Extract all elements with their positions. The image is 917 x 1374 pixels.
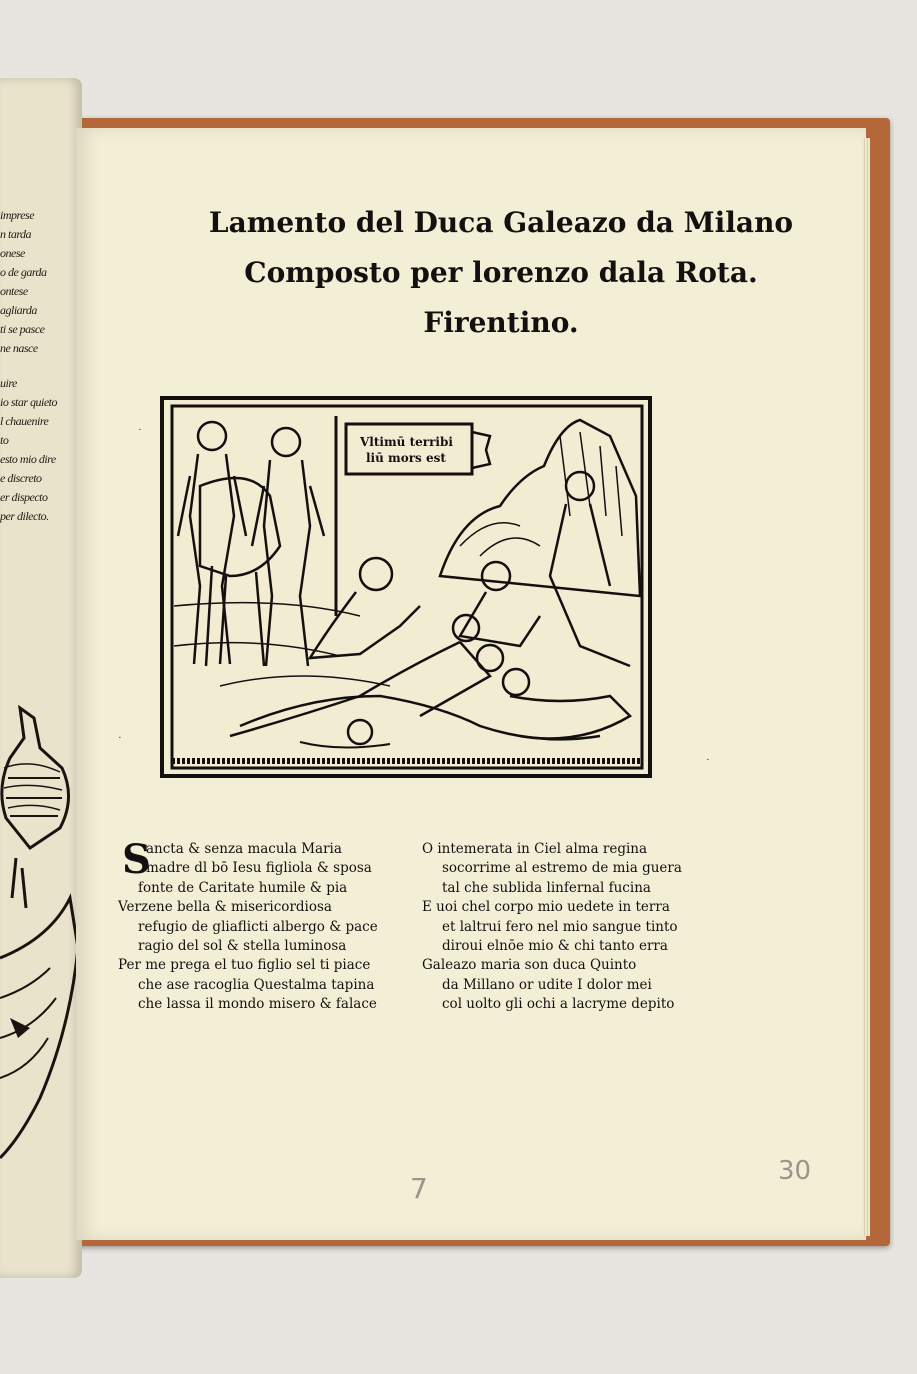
left-line: e discreto — [0, 471, 42, 485]
poem-line: da Millano or udite I dolor mei — [442, 976, 652, 993]
left-line: l chauenire — [0, 414, 49, 428]
poem-line: diroui elnōe mio & chi tanto erra — [442, 938, 668, 955]
left-line: to — [0, 433, 9, 447]
poem-line: E uoi chel corpo mio uedete in terra — [422, 899, 670, 916]
poem-line: Per me prega el tuo figlio sel ti piace — [118, 957, 371, 974]
poem-line: Galeazo maria son duca Quinto — [422, 957, 637, 974]
left-line: uire — [0, 376, 17, 390]
right-page: Lamento del Duca Galeazo da Milano Composto per lorenzo dala Rota. Firentino. · · · Vltimū terribi liū mors est S ancta & senza macula Maria madre dl bō Iesu figliola & sposa fonte de Caritate humile & pia Verzene bella & misericordiosa refugio de gliaflicti albergo & pace ragio del sol & stella luminosa Per me prega el tuo figlio sel ti piace che ase racoglia Questalma tapina che lassa il mondo misero & falace O intemerata in Ciel alma regina socorrime al estremo de mia guera tal che sublida linfernal fucina E uoi chel corpo mio uedete in terra et laltrui fero nel mio sangue tinto diroui elnōe mio & chi tanto erra Galeazo maria son duca Quinto da Millano or udite I dolor mei col uolto gli ochi a lacryme depito 7 30 — [76, 128, 866, 1240]
page-title — [176, 198, 826, 348]
banner-text-line-1: Vltimū terribi — [360, 435, 453, 449]
drop-capital: S — [122, 836, 151, 883]
poem-left-column — [118, 836, 418, 1015]
poem-line: fonte de Caritate humile & pia — [138, 879, 348, 896]
title-line-2: Composto per lorenzo dala Rota. — [244, 256, 758, 289]
poem-line: ragio del sol & stella luminosa — [138, 938, 347, 955]
left-line: ti se pasce — [0, 322, 45, 336]
left-line: imprese — [0, 208, 35, 222]
banner-text-line-2: liū mors est — [366, 451, 446, 465]
poem-line: che lassa il mondo misero & falace — [138, 996, 377, 1013]
title-line-1: Lamento del Duca Galeazo da Milano — [208, 206, 794, 239]
poem-line: tal che sublida linfernal fucina — [442, 879, 651, 896]
pencil-folio-number: 30 — [778, 1156, 812, 1186]
poem-line: che ase racoglia Questalma tapina — [138, 976, 375, 993]
page-edges — [862, 138, 870, 1236]
title-line-3: Firentino. — [423, 306, 579, 339]
poem-line: col uolto gli ochi a lacryme depito — [442, 996, 675, 1013]
left-line: onese — [0, 246, 25, 260]
left-line: ontese — [0, 284, 28, 298]
poem-line: et laltrui fero nel mio sangue tinto — [442, 918, 678, 935]
left-line: agliarda — [0, 303, 37, 317]
left-line: ne nasce — [0, 341, 38, 355]
poem-line: ancta & senza macula Maria — [146, 841, 342, 857]
left-line: per dilecto. — [0, 509, 49, 523]
woodcut-illustration — [160, 396, 652, 780]
left-line: io star quieto — [0, 395, 58, 409]
left-page-woodcut-fragment — [0, 698, 80, 1178]
poem-line: socorrime al estremo de mia guera — [442, 860, 682, 877]
left-page — [0, 78, 82, 1278]
poem-line: madre dl bō Iesu figliola & sposa — [146, 860, 372, 877]
pencil-page-number: 7 — [410, 1172, 428, 1205]
left-line: n tarda — [0, 227, 32, 241]
poem-line: O intemerata in Ciel alma regina — [422, 841, 648, 857]
left-page-text — [0, 206, 80, 526]
left-line: o de garda — [0, 265, 47, 279]
poem-line: refugio de gliaflicti albergo & pace — [138, 918, 378, 935]
left-line: er dispecto — [0, 490, 48, 504]
poem-line: Verzene bella & misericordiosa — [118, 899, 332, 916]
left-line: esto mio dire — [0, 452, 56, 466]
poem-right-column — [422, 840, 752, 1015]
